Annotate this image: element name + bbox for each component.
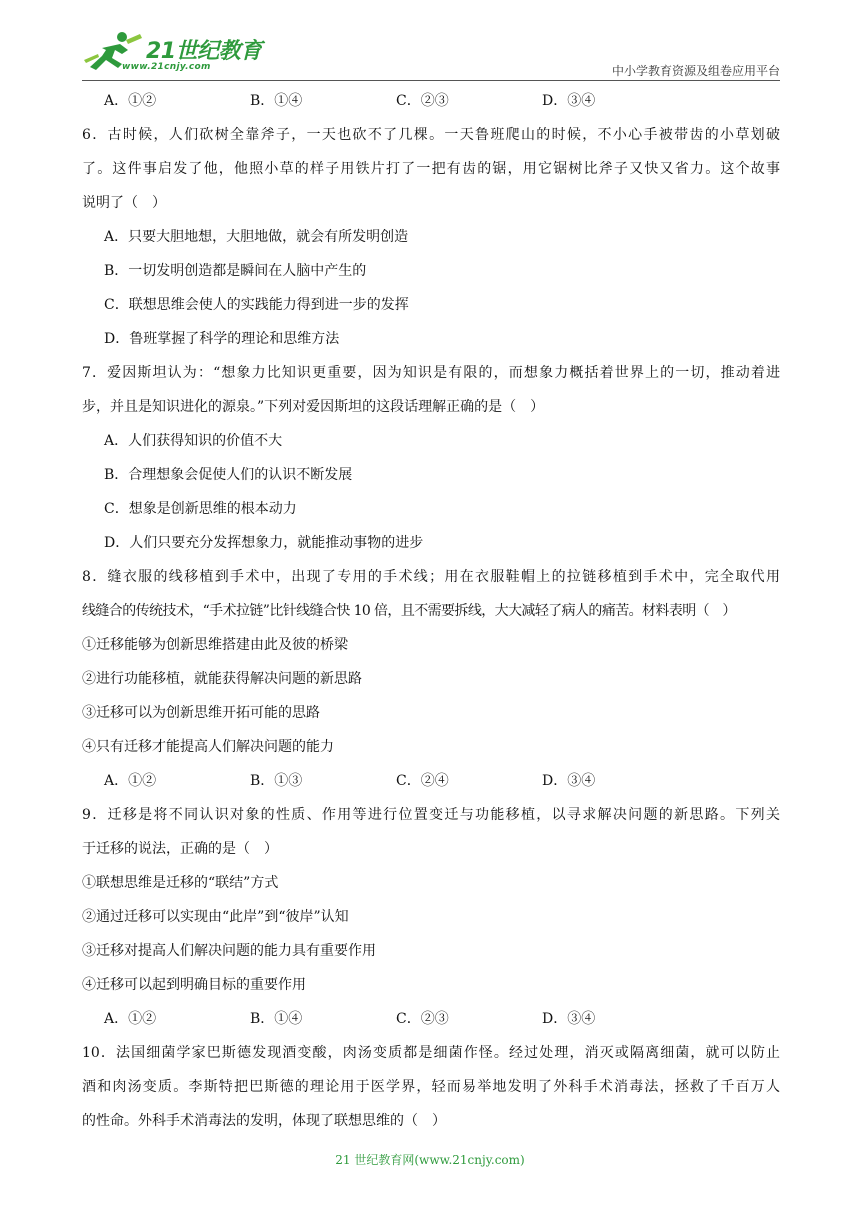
option-a: A．人们获得知识的价值不大 [104, 433, 283, 449]
question-text-line: 了。这件事启发了他，他照小草的样子用铁片打了一把有齿的锯，用它锯树比斧子又快又省力。这个故事 [82, 161, 780, 177]
option-d: D．③④ [542, 93, 596, 109]
option-b: B．①④ [250, 93, 303, 109]
question-text-line: 7．爱因斯坦认为：“想象力比知识更重要，因为知识是有限的，而想象力概括着世界上的一切，推动着进 [82, 365, 780, 381]
question-text-line: 8．缝衣服的线移植到手术中，出现了专用的手术线；用在衣服鞋帽上的拉链移植到手术中，完全取代用 [82, 569, 780, 585]
header-divider [82, 80, 780, 81]
option-a: A．只要大胆地想，大胆地做，就会有所发明创造 [104, 229, 409, 245]
logo [82, 28, 322, 76]
statement-3: ③迁移可以为创新思维开拓可能的思路 [82, 705, 320, 721]
option-b: B．合理想象会促使人们的认识不断发展 [104, 467, 353, 483]
q8-options [82, 764, 780, 798]
option-c: C．想象是创新思维的根本动力 [104, 501, 297, 517]
logo-brand-text: 21世纪教育 [146, 39, 262, 64]
question-6 [82, 118, 780, 356]
q9-options [82, 1002, 780, 1036]
option-c: C．②④ [396, 773, 449, 789]
option-c: C．②③ [396, 1011, 449, 1027]
question-text-line: 线缝合的传统技术，“手术拉链”比针线缝合快 10 倍，且不需要拆线，大大减轻了病人的痛苦。材料表明（ ） [82, 603, 736, 619]
option-d: D．鲁班掌握了科学的理论和思维方法 [104, 331, 340, 347]
question-text-line: 酒和肉汤变质。李斯特把巴斯德的理论用于医学界，轻而易举地发明了外科手术消毒法，拯救了千百万人 [82, 1079, 780, 1095]
page-header [82, 28, 780, 80]
question-10 [82, 1036, 780, 1138]
statement-1: ①迁移能够为创新思维搭建由此及彼的桥梁 [82, 637, 348, 653]
option-b: B．①④ [250, 1011, 303, 1027]
option-b: B．一切发明创造都是瞬间在人脑中产生的 [104, 263, 367, 279]
question-9 [82, 798, 780, 1036]
option-a: A．①② [104, 93, 157, 109]
question-8 [82, 560, 780, 798]
question-text-line: 步，并且是知识进化的源泉。”下列对爱因斯坦的这段话理解正确的是（ ） [82, 399, 545, 415]
statement-1: ①联想思维是迁移的“联结”方式 [82, 875, 279, 891]
option-d: D．③④ [542, 773, 596, 789]
option-d: D．③④ [542, 1011, 596, 1027]
option-c: C．联想思维会使人的实践能力得到进一步的发挥 [104, 297, 409, 313]
platform-name: 中小学教育资源及组卷应用平台 [611, 64, 780, 78]
question-text-line: 10．法国细菌学家巴斯德发现酒变酸，肉汤变质都是细菌作怪。经过处理，消灭或隔离细菌，就可以防止 [82, 1045, 780, 1061]
option-a: A．①② [104, 1011, 157, 1027]
statement-4: ④只有迁移才能提高人们解决问题的能力 [82, 739, 334, 755]
option-c: C．②③ [396, 93, 449, 109]
question-text-line: 9．迁移是将不同认识对象的性质、作用等进行位置变迁与功能移植，以寻求解决问题的新思路。下列关 [82, 807, 780, 823]
question-text-line: 于迁移的说法，正确的是（ ） [82, 841, 278, 857]
option-d: D．人们只要充分发挥想象力，就能推动事物的进步 [104, 535, 424, 551]
statement-2: ②通过迁移可以实现由“此岸”到“彼岸”认知 [82, 909, 349, 925]
question-content [82, 84, 780, 1138]
page-footer: 21 世纪教育网(www.21cnjy.com) [335, 1153, 525, 1167]
option-b: B．①③ [250, 773, 303, 789]
statement-4: ④迁移可以起到明确目标的重要作用 [82, 977, 306, 993]
question-text-line: 6．古时候，人们砍树全靠斧子，一天也砍不了几棵。一天鲁班爬山的时候，不小心手被带齿的小草划破 [82, 127, 780, 143]
question-7 [82, 356, 780, 560]
q5-options [82, 84, 780, 118]
statement-3: ③迁移对提高人们解决问题的能力具有重要作用 [82, 943, 376, 959]
question-text-line: 说明了（ ） [82, 195, 166, 211]
statement-2: ②进行功能移植，就能获得解决问题的新思路 [82, 671, 362, 687]
option-a: A．①② [104, 773, 157, 789]
question-text-line: 的性命。外科手术消毒法的发明，体现了联想思维的（ ） [82, 1113, 446, 1129]
logo-url-text: www.21cnjy.com [122, 62, 211, 72]
